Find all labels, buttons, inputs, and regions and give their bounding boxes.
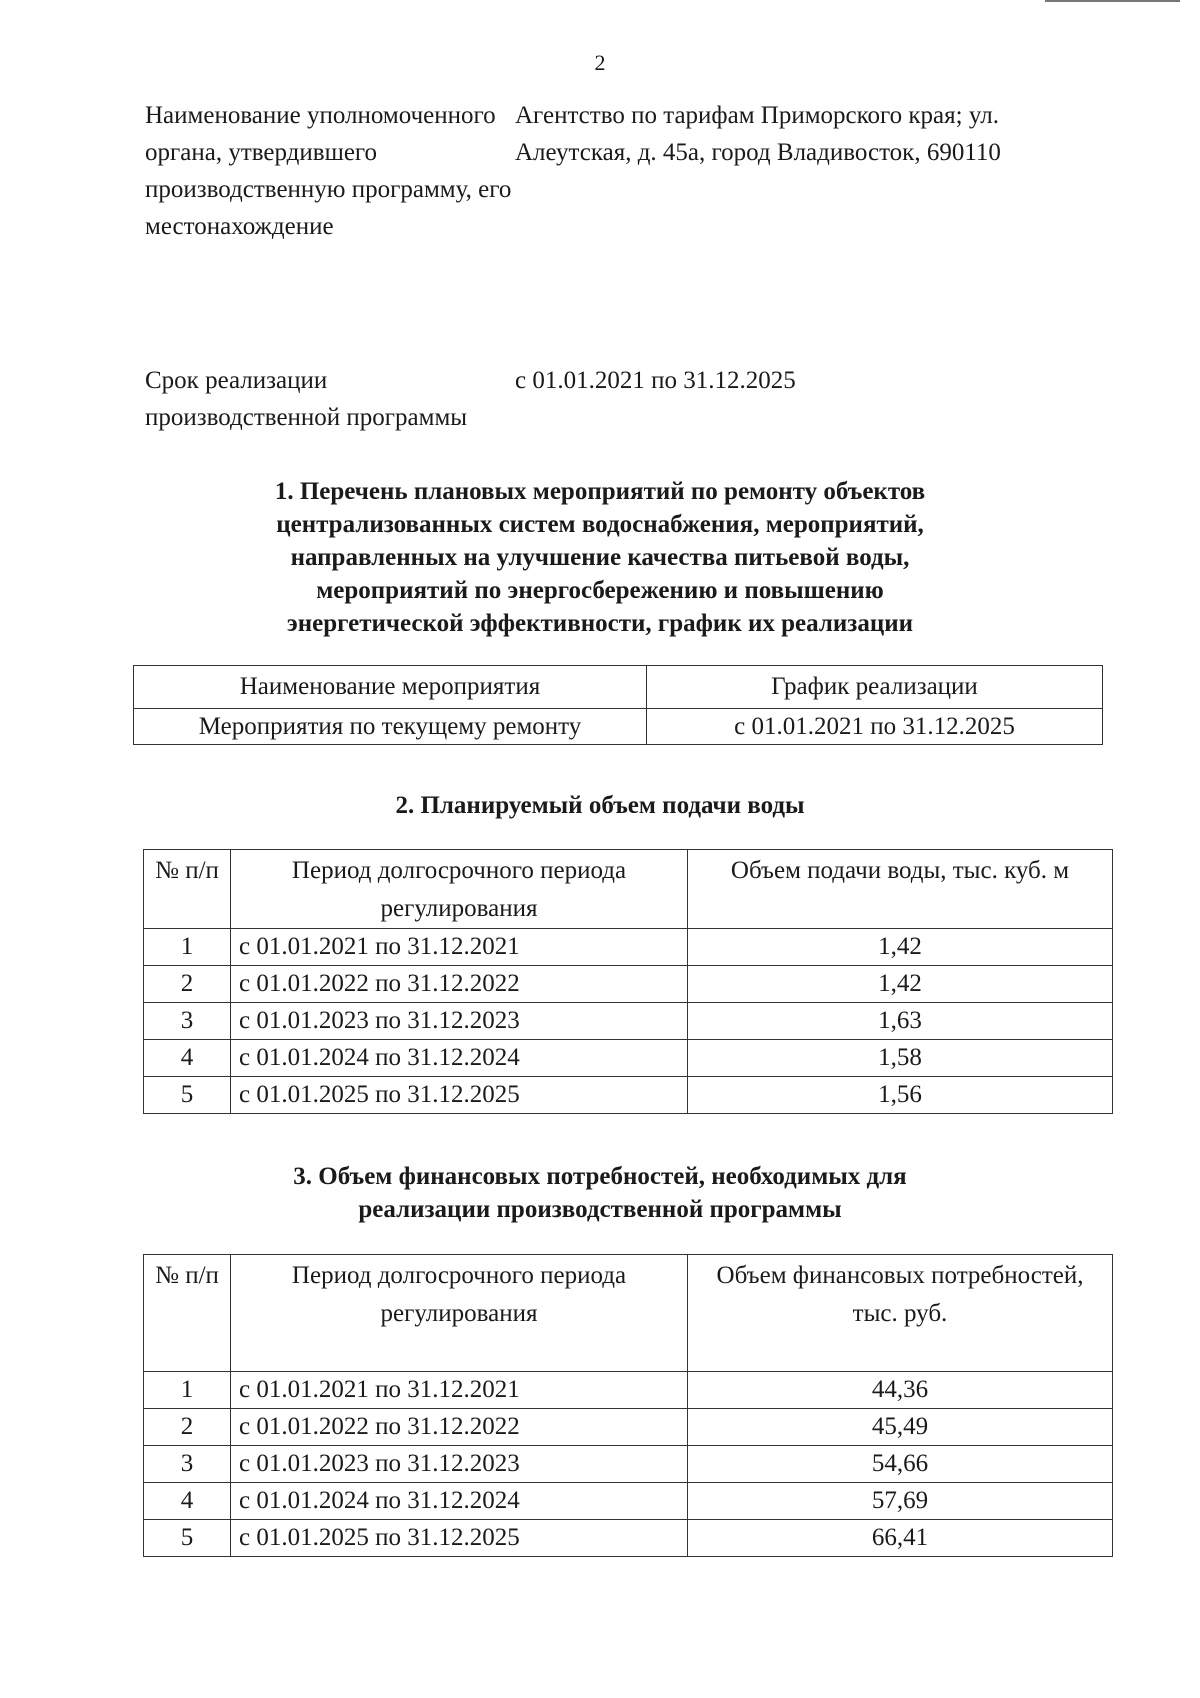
section2-title: 2. Планируемый объем подачи воды	[395, 792, 805, 819]
table-header-cell: № п/п	[144, 1255, 231, 1372]
section3-title-text: 3. Объем финансовых потребностей, необходимых для реализации производственной программы	[293, 1163, 907, 1223]
table-row	[144, 1040, 1113, 1077]
table-row	[134, 709, 1103, 745]
table-cell: 57,69	[688, 1483, 1113, 1520]
info-org	[145, 97, 1065, 245]
table-cell: 1,58	[688, 1040, 1113, 1077]
section3-title	[0, 1160, 1200, 1226]
table-header-cell: Объем подачи воды, тыс. куб. м	[688, 850, 1113, 929]
table-row	[144, 1003, 1113, 1040]
table-header-row	[144, 1255, 1113, 1372]
table-header-cell: № п/п	[144, 850, 231, 929]
table-cell: 1	[144, 929, 231, 966]
table-cell: 5	[144, 1077, 231, 1114]
table-header-row	[144, 850, 1113, 929]
table-cell: 2	[144, 966, 231, 1003]
table-row	[144, 1520, 1113, 1557]
org-label: Наименование уполномоченного органа, утвердившего производственную программу, его местонахождение	[145, 102, 512, 240]
table-cell: с 01.01.2023 по 31.12.2023	[231, 1446, 688, 1483]
table-header-cell: Период долгосрочного периода регулирования	[231, 850, 688, 929]
table-cell: 3	[144, 1446, 231, 1483]
table-cell: 5	[144, 1520, 231, 1557]
section1-title	[0, 475, 1200, 640]
table-cell: 3	[144, 1003, 231, 1040]
table-row	[144, 966, 1113, 1003]
table-cell: с 01.01.2024 по 31.12.2024	[231, 1040, 688, 1077]
table-cell: 1,63	[688, 1003, 1113, 1040]
table-cell: с 01.01.2023 по 31.12.2023	[231, 1003, 688, 1040]
table-cell: с 01.01.2025 по 31.12.2025	[231, 1077, 688, 1114]
table-cell: 1,42	[688, 929, 1113, 966]
table-cell: 1,56	[688, 1077, 1113, 1114]
table-row	[144, 1446, 1113, 1483]
table-cell: 4	[144, 1040, 231, 1077]
section3-table	[143, 1254, 1113, 1557]
section1-title-text: 1. Перечень плановых мероприятий по ремонту объектов централизованных систем водоснабжения, мероприятий, направленных на улучшение качества питьевой воды, мероприятий по энергосбережению и повышению энергетической эффективности, график их реализации	[274, 478, 926, 637]
section1-table	[133, 665, 1103, 745]
table-header-cell: Объем финансовых потребностей, тыс. руб.	[688, 1255, 1113, 1372]
table-row	[144, 1372, 1113, 1409]
table-header-cell: Период долгосрочного периода регулирования	[231, 1255, 688, 1372]
table-cell: 66,41	[688, 1520, 1113, 1557]
table-cell: 1	[144, 1372, 231, 1409]
table-cell: Мероприятия по текущему ремонту	[134, 709, 647, 745]
table-row	[144, 929, 1113, 966]
table-header-cell: График реализации	[647, 666, 1103, 709]
table-header-row	[134, 666, 1103, 709]
table-row	[144, 1409, 1113, 1446]
table-cell: 54,66	[688, 1446, 1113, 1483]
table-cell: 4	[144, 1483, 231, 1520]
table-row	[144, 1077, 1113, 1114]
table-cell: 2	[144, 1409, 231, 1446]
info-term	[145, 362, 1065, 436]
term-value: с 01.01.2021 по 31.12.2025	[515, 367, 796, 394]
section2-table	[143, 849, 1113, 1114]
table-cell: с 01.01.2021 по 31.12.2025	[647, 709, 1103, 745]
table-cell: с 01.01.2022 по 31.12.2022	[231, 1409, 688, 1446]
table-cell: 45,49	[688, 1409, 1113, 1446]
table-cell: 1,42	[688, 966, 1113, 1003]
corner-mark	[1045, 0, 1180, 2]
table-cell: с 01.01.2021 по 31.12.2021	[231, 929, 688, 966]
table-header-cell: Наименование мероприятия	[134, 666, 647, 709]
table-cell: с 01.01.2022 по 31.12.2022	[231, 966, 688, 1003]
org-value: Агентство по тарифам Приморского края; ул. Алеутская, д. 45а, город Владивосток, 690110	[515, 102, 1001, 166]
table-cell: 44,36	[688, 1372, 1113, 1409]
table-cell: с 01.01.2021 по 31.12.2021	[231, 1372, 688, 1409]
table-cell: с 01.01.2024 по 31.12.2024	[231, 1483, 688, 1520]
table-row	[144, 1483, 1113, 1520]
term-label: Срок реализации производственной программы	[145, 367, 468, 431]
table-cell: с 01.01.2025 по 31.12.2025	[231, 1520, 688, 1557]
page-number: 2	[594, 50, 606, 75]
